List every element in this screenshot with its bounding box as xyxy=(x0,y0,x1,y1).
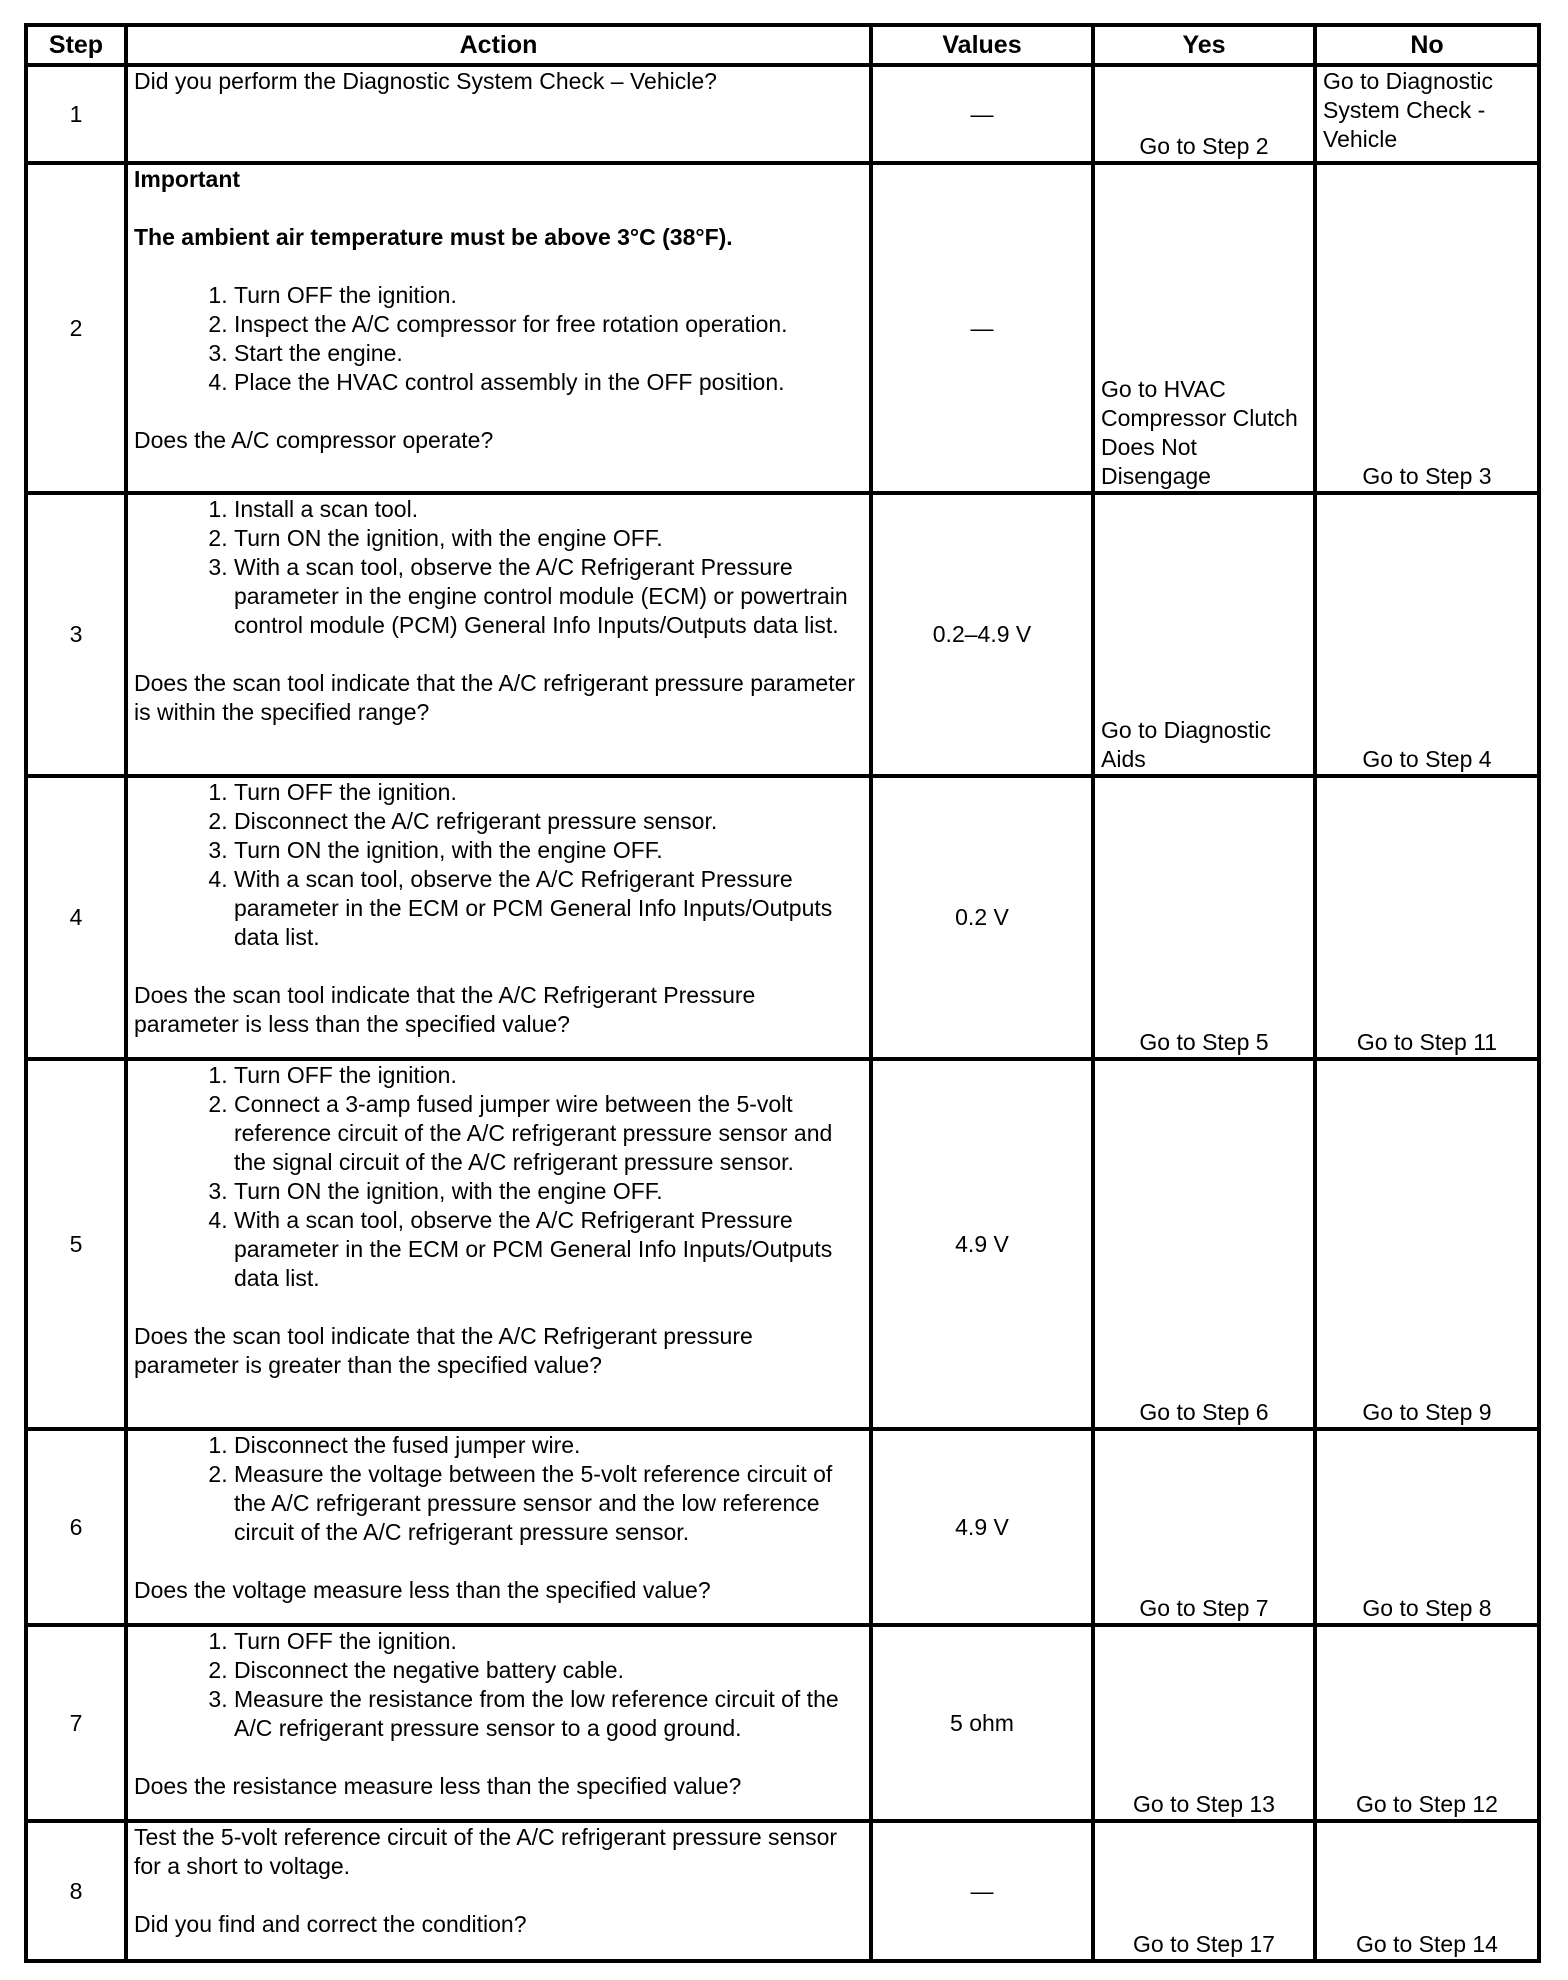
action-list xyxy=(134,1061,863,1293)
step-number: 4 xyxy=(26,776,126,1059)
value-cell: 5 ohm xyxy=(871,1625,1093,1821)
table-row xyxy=(26,163,1539,493)
header-action: Action xyxy=(126,25,871,65)
list-item: 1. Turn OFF the ignition. xyxy=(234,778,863,807)
list-item: 2. Inspect the A/C compressor for free rotation operation. xyxy=(234,310,863,339)
action-cell xyxy=(126,65,871,163)
yes-cell: Go to Step 13 xyxy=(1093,1625,1315,1821)
no-cell: Go to Step 3 xyxy=(1315,163,1539,493)
table-row xyxy=(26,493,1539,776)
header-no: No xyxy=(1315,25,1539,65)
diagnostic-table xyxy=(24,23,1541,1963)
table-row xyxy=(26,776,1539,1059)
list-item: 4. With a scan tool, observe the A/C Refrigerant Pressure parameter in the ECM or PCM General Info Inputs/Outputs data list. xyxy=(234,1206,863,1293)
list-item: 3. With a scan tool, observe the A/C Refrigerant Pressure parameter in the engine control module (ECM) or powertrain control module (PCM) General Info Inputs/Outputs data list. xyxy=(234,553,863,640)
yes-cell: Go to Step 6 xyxy=(1093,1059,1315,1429)
value-cell: — xyxy=(871,65,1093,163)
no-cell: Go to Step 14 xyxy=(1315,1821,1539,1961)
table-row xyxy=(26,1429,1539,1625)
list-item: 2. Connect a 3-amp fused jumper wire between the 5-volt reference circuit of the A/C refrigerant pressure sensor and the signal circuit of the A/C refrigerant pressure sensor. xyxy=(234,1090,863,1177)
list-item: 3. Turn ON the ignition, with the engine OFF. xyxy=(234,836,863,865)
value-cell: — xyxy=(871,1821,1093,1961)
step-number: 7 xyxy=(26,1625,126,1821)
action-cell xyxy=(126,1059,871,1429)
action-question: Does the resistance measure less than the specified value? xyxy=(134,1773,742,1799)
list-item: 3. Measure the resistance from the low reference circuit of the A/C refrigerant pressure sensor to a good ground. xyxy=(234,1685,863,1743)
value-cell: — xyxy=(871,163,1093,493)
value-cell: 4.9 V xyxy=(871,1059,1093,1429)
yes-cell: Go to Step 2 xyxy=(1093,65,1315,163)
no-cell: Go to Step 9 xyxy=(1315,1059,1539,1429)
list-item: 3. Turn ON the ignition, with the engine OFF. xyxy=(234,1177,863,1206)
action-list xyxy=(134,1431,863,1547)
action-text: Did you perform the Diagnostic System Check – Vehicle? xyxy=(134,68,717,94)
list-item: 1. Turn OFF the ignition. xyxy=(234,1627,863,1656)
list-item: 1. Turn OFF the ignition. xyxy=(234,281,863,310)
list-item: 4. With a scan tool, observe the A/C Refrigerant Pressure parameter in the ECM or PCM General Info Inputs/Outputs data list. xyxy=(234,865,863,952)
step-number: 2 xyxy=(26,163,126,493)
action-text: Test the 5-volt reference circuit of the A/C refrigerant pressure sensor for a short to voltage. xyxy=(134,1824,838,1879)
list-item: 1. Disconnect the fused jumper wire. xyxy=(234,1431,863,1460)
yes-cell: Go to Step 7 xyxy=(1093,1429,1315,1625)
action-cell xyxy=(126,1821,871,1961)
action-list xyxy=(134,1627,863,1743)
table-row xyxy=(26,1625,1539,1821)
action-question: Did you find and correct the condition? xyxy=(134,1911,527,1937)
action-list xyxy=(134,495,863,640)
header-row xyxy=(26,25,1539,65)
action-cell xyxy=(126,163,871,493)
step-number: 3 xyxy=(26,493,126,776)
no-cell: Go to Step 12 xyxy=(1315,1625,1539,1821)
no-cell: Go to Step 4 xyxy=(1315,493,1539,776)
value-cell: 0.2–4.9 V xyxy=(871,493,1093,776)
yes-cell: Go to Step 17 xyxy=(1093,1821,1315,1961)
yes-cell: Go to HVAC Compressor Clutch Does Not Disengage xyxy=(1093,163,1315,493)
header-values: Values xyxy=(871,25,1093,65)
value-cell: 0.2 V xyxy=(871,776,1093,1059)
action-list xyxy=(134,778,863,952)
step-number: 5 xyxy=(26,1059,126,1429)
action-question: Does the A/C compressor operate? xyxy=(134,427,494,453)
list-item: 2. Disconnect the A/C refrigerant pressure sensor. xyxy=(234,807,863,836)
list-item: 4. Place the HVAC control assembly in the OFF position. xyxy=(234,368,863,397)
no-cell: Go to Step 8 xyxy=(1315,1429,1539,1625)
action-cell xyxy=(126,776,871,1059)
list-item: 1. Install a scan tool. xyxy=(234,495,863,524)
step-number: 8 xyxy=(26,1821,126,1961)
value-cell: 4.9 V xyxy=(871,1429,1093,1625)
header-yes: Yes xyxy=(1093,25,1315,65)
table-row xyxy=(26,1821,1539,1961)
list-item: 2. Turn ON the ignition, with the engine OFF. xyxy=(234,524,863,553)
yes-cell: Go to Step 5 xyxy=(1093,776,1315,1059)
action-question: Does the scan tool indicate that the A/C Refrigerant Pressure parameter is less than the specified value? xyxy=(134,982,756,1037)
action-question: Does the scan tool indicate that the A/C Refrigerant pressure parameter is greater than the specified value? xyxy=(134,1323,753,1378)
step-number: 6 xyxy=(26,1429,126,1625)
action-cell xyxy=(126,493,871,776)
action-cell xyxy=(126,1625,871,1821)
table-row xyxy=(26,65,1539,163)
list-item: 1. Turn OFF the ignition. xyxy=(234,1061,863,1090)
step-number: 1 xyxy=(26,65,126,163)
yes-cell: Go to Diagnostic Aids xyxy=(1093,493,1315,776)
action-question: Does the voltage measure less than the specified value? xyxy=(134,1577,711,1603)
list-item: 2. Measure the voltage between the 5-volt reference circuit of the A/C refrigerant pressure sensor and the low reference circuit of the A/C refrigerant pressure sensor. xyxy=(234,1460,863,1547)
list-item: 2. Disconnect the negative battery cable. xyxy=(234,1656,863,1685)
no-cell: Go to Diagnostic System Check - Vehicle xyxy=(1315,65,1539,163)
no-cell: Go to Step 11 xyxy=(1315,776,1539,1059)
list-item: 3. Start the engine. xyxy=(234,339,863,368)
important-note: The ambient air temperature must be above 3°C (38°F). xyxy=(134,224,733,250)
header-step: Step xyxy=(26,25,126,65)
action-question: Does the scan tool indicate that the A/C refrigerant pressure parameter is within the specified range? xyxy=(134,670,856,725)
table-row xyxy=(26,1059,1539,1429)
important-label: Important xyxy=(134,166,241,192)
action-list xyxy=(134,281,863,397)
action-cell xyxy=(126,1429,871,1625)
